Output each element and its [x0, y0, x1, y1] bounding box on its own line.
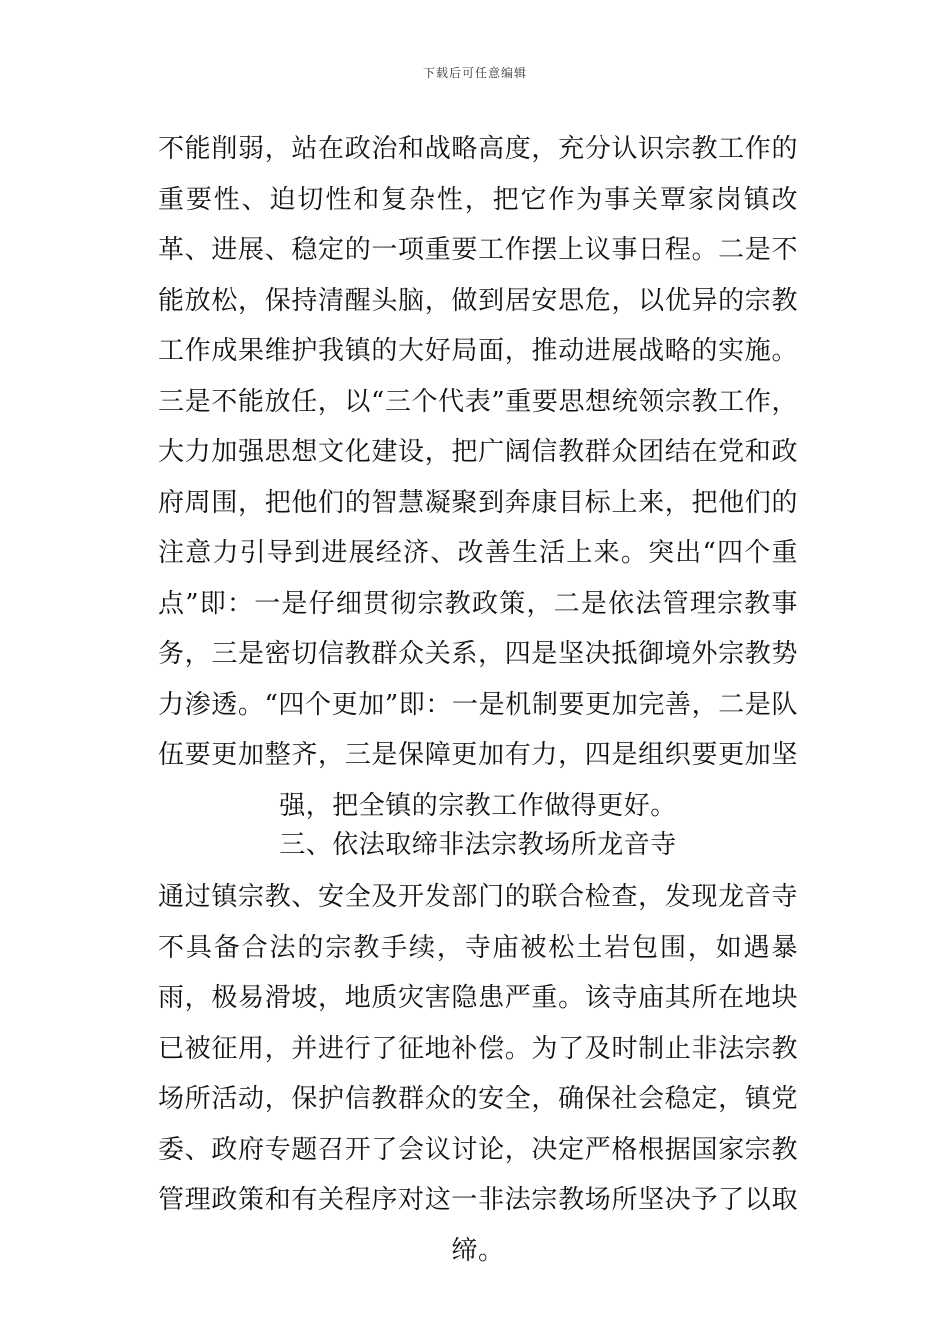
body-paragraph: 不能削弱，站在政治和战略高度，充分认识宗教工作的重要性、迫切性和复杂性，把它作为事关覃家岗镇改革、进展、稳定的一项重要工作摆上议事日程。二是不能放松，保持清醒头脑，做到居安思危，以优异的宗教工作成果维护我镇的大好局面，推动进展战略的实施。三是不能放任，以“三个代表”重要思想统领宗教工作，大力加强思想文化建设，把广阔信教群众团结在党和政府周围，把他们的智慧凝聚到奔康目标上来，把他们的注意力引导到进展经济、改善生活上来。突出“四个重点”即：一是仔细贯彻宗教政策，二是依法管理宗教事务，三是密切信教群众关系，四是坚决抵御境外宗教势力渗透。“四个更加”即：一是机制要更加完善，二是队伍要更加整齐，三是保障更加有力，四是组织要更加坚强，把全镇的宗教工作做得更好。 [158, 134, 798, 821]
body-paragraph: 通过镇宗教、安全及开发部门的联合检查，发现龙音寺不具备合法的宗教手续，寺庙被松土岩包围，如遇暴雨，极易滑坡，地质灾害隐患严重。该寺庙其所在地块已被征用，并进行了征地补偿。为了及时制止非法宗教场所活动，保护信教群众的安全，确保社会稳定，镇党委、政府专题召开了会议讨论，决定严格根据国家宗教管理政策和有关程序对这一非法宗教场所坚决予了以取缔。 [158, 882, 798, 1266]
section-heading: 三、依法取缔非法宗教场所龙音寺 [279, 830, 677, 860]
header-note: 下载后可任意编辑 [422, 66, 527, 80]
